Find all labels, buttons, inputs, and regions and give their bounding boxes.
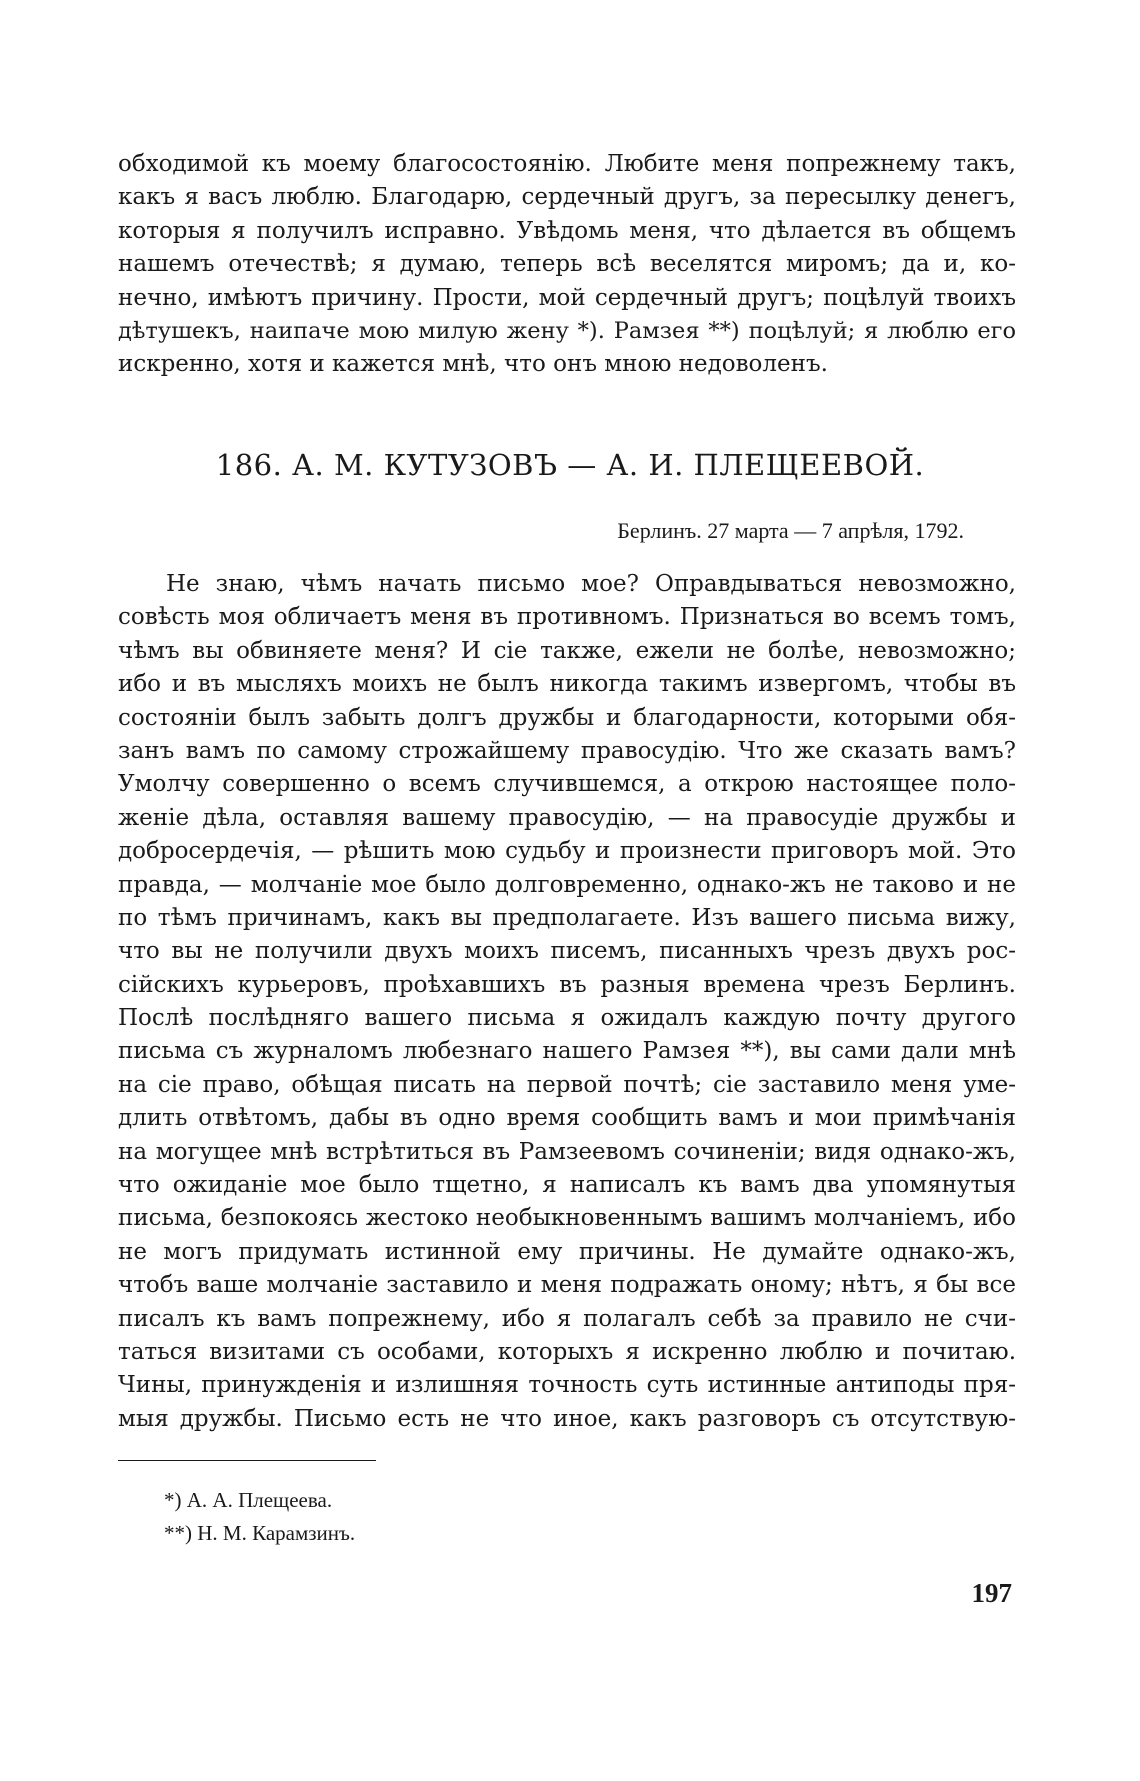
footnote-divider — [118, 1460, 376, 1461]
text-line: чѣмъ вы обвиняете меня? И сіе также, ежели не болѣе, невозможно; — [118, 637, 1016, 664]
text-line: какъ я васъ люблю. Благодарю, сердечный другъ, за пересылку денегъ, — [118, 184, 1016, 211]
text-line: сійскихъ курьеровъ, проѣхавшихъ въ разныя времена чрезъ Берлинъ. — [118, 971, 1016, 998]
text-line: таться визитами съ особами, которыхъ я искренно люблю и почитаю. — [118, 1338, 1016, 1365]
text-line: что ожиданіе мое было тщетно, я написалъ къ вамъ два упомянутыя — [118, 1172, 1016, 1199]
text-line: на могущее мнѣ встрѣтиться въ Рамзеевомъ сочиненіи; видя однако-жъ, — [118, 1138, 1016, 1165]
text-line: письма, безпокоясь жестоко необыкновеннымъ вашимъ молчаніемъ, ибо — [118, 1205, 1016, 1232]
text-line: дѣтушекъ, наипаче мою милую жену *). Рамзея **) поцѣлуй; я люблю его — [118, 317, 1016, 344]
footnote-text: Н. М. Карамзинъ. — [197, 1521, 356, 1545]
text-line: добросердечія, — рѣшить мою судьбу и произнести приговоръ мой. Это — [118, 838, 1016, 865]
footnote-mark: *) — [164, 1488, 182, 1512]
letter-heading: 186. А. М. КУТУЗОВЪ — А. И. ПЛЕЩЕЕВОЙ. — [215, 448, 925, 482]
text-line: писалъ къ вамъ попрежнему, ибо я полагалъ себѣ за правило не счи- — [118, 1305, 1016, 1332]
footnote-1 — [164, 1484, 355, 1517]
page-number: 197 — [971, 1578, 1012, 1608]
footnotes — [164, 1484, 355, 1550]
text-line: совѣсть моя обличаетъ меня въ противномъ. Признаться во всемъ томъ, — [118, 604, 1016, 631]
text-line: обходимой къ моему благосостоянію. Любите меня попрежнему такъ, — [118, 151, 1016, 177]
text-line: нечно, имѣютъ причину. Прости, мой сердечный другъ; поцѣлуй твоихъ — [118, 284, 1016, 311]
footnote-mark: **) — [164, 1521, 192, 1545]
text-line: по тѣмъ причинамъ, какъ вы предполагаете. Изъ вашего письма вижу, — [118, 904, 1016, 931]
text-line: Умолчу совершенно о всемъ случившемся, а открою настоящее поло- — [118, 771, 1016, 798]
text-line: Послѣ послѣдняго вашего письма я ожидалъ каждую почту другого — [118, 1005, 1016, 1032]
text-line: не могъ придумать истинной ему причины. Не думайте однако-жъ, — [118, 1238, 1016, 1265]
text-line: длить отвѣтомъ, дабы въ одно время сообщить вамъ и мои примѣчанія — [118, 1105, 1016, 1132]
text-line: на сіе право, обѣщая писать на первой почтѣ; сіе заставило меня уме- — [118, 1071, 1016, 1098]
text-line: мыя дружбы. Письмо есть не что иное, какъ разговоръ съ отсутствую- — [118, 1405, 1016, 1432]
text-line: что вы не получили двухъ моихъ писемъ, писанныхъ чрезъ двухъ рос- — [118, 938, 1016, 965]
text-line: которыя я получилъ исправно. Увѣдомь меня, что дѣлается въ общемъ — [118, 217, 1016, 244]
text-line: нашемъ отечествѣ; я думаю, теперь всѣ веселятся миромъ; да и, ко- — [118, 251, 1016, 278]
footnote-2 — [164, 1517, 355, 1550]
text-line: чтобъ ваше молчаніе заставило и меня подражать оному; нѣтъ, я бы все — [118, 1272, 1016, 1299]
text-line: состояніи былъ забыть долгъ дружбы и благодарности, которыми обя- — [118, 704, 1016, 731]
letter-dateline: Берлинъ. 27 марта — 7 апрѣля, 1792. — [617, 518, 964, 543]
text-line: ибо и въ мысляхъ моихъ не былъ никогда такимъ извергомъ, чтобы въ — [118, 671, 1016, 698]
text-line: занъ вамъ по самому строжайшему правосудію. Что же сказать вамъ? — [118, 737, 1016, 764]
text-line: правда, — молчаніе мое было долговременно, однако-жъ не таково и не — [118, 871, 1016, 898]
letter-body — [118, 568, 1016, 1436]
footnote-text: А. А. Плещеева. — [186, 1488, 333, 1512]
top-paragraph — [118, 148, 1016, 382]
text-line: искренно, хотя и кажется мнѣ, что онъ мною недоволенъ. — [118, 351, 828, 378]
text-line: женіе дѣла, оставляя вашему правосудію, — на правосудіе дружбы и — [118, 804, 1016, 831]
text-line: Не знаю, чѣмъ начать письмо мое? Оправдываться невозможно, — [166, 571, 1016, 597]
text-line: Чины, принужденія и излишняя точность суть истинные антиподы пря- — [118, 1372, 1016, 1399]
text-line: письма съ журналомъ любезнаго нашего Рамзея **), вы сами дали мнѣ — [118, 1038, 1016, 1065]
